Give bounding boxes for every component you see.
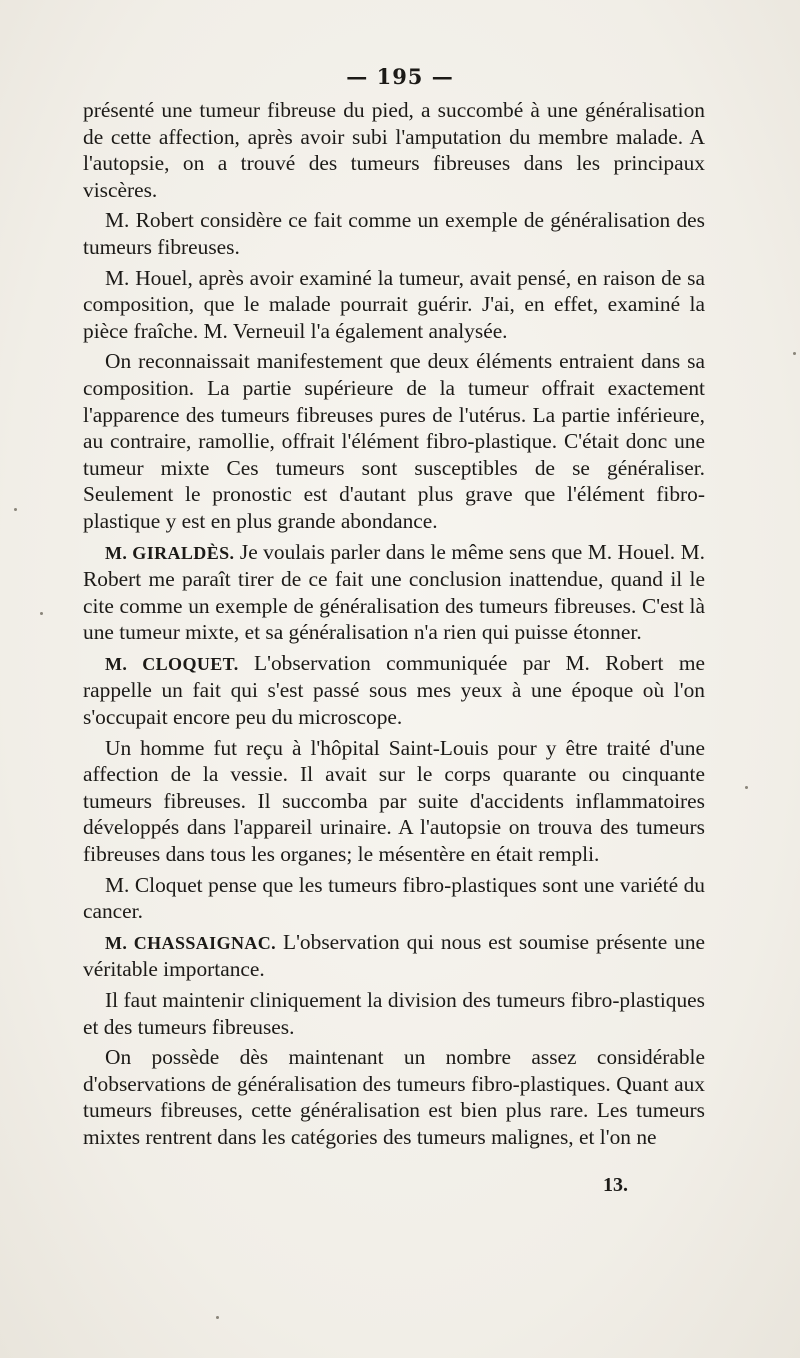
paragraph-2: M. Robert considère ce fait comme un exemple de généralisation des tumeurs fibreuses. <box>83 208 705 259</box>
speaker-chassaignac: M. CHASSAIGNAC. <box>105 932 277 953</box>
speaker-cloquet: M. CLOQUET. <box>105 653 239 674</box>
paragraph-6 <box>83 650 705 731</box>
body-text <box>83 97 705 1155</box>
paragraph-10: Il faut maintenir cliniquement la division des tumeurs fibro-plastiques et des tumeurs fibreuses. <box>83 988 705 1039</box>
signature-mark: 13. <box>603 1174 628 1196</box>
paper-speck <box>14 508 17 511</box>
paragraph-8: M. Cloquet pense que les tumeurs fibro-plastiques sont une variété du cancer. <box>83 872 705 924</box>
paragraph-3: M. Houel, après avoir examiné la tumeur, avait pensé, en raison de sa composition, que le malade pourrait guérir. J'ai, en effet, examiné la pièce fraîche. M. Verneuil l'a également analysée. <box>83 265 705 343</box>
page-number: — 195 — <box>346 64 454 89</box>
paper-speck <box>793 352 796 355</box>
paragraph-5-text: Je voulais parler dans le même sens que M. Houel. M. Robert me paraît tirer de ce fait une conclusion inattendue, quand il le cite comme un exemple de généralisation des tumeurs fibreuses. C'est là une tumeur mixte, et sa généralisation n'a rien qui puisse étonner. <box>83 539 705 645</box>
paragraph-6-text: L'observation communiquée par M. Robert me rappelle un fait qui s'est passé sous mes yeux à une époque où l'on s'occupait encore peu du microscope. <box>83 650 706 730</box>
paper-speck <box>216 1316 219 1319</box>
paragraph-9 <box>83 929 705 983</box>
paragraph-5 <box>83 539 705 646</box>
paragraph-9-text: L'observation qui nous est soumise présente une véritable importance. <box>83 929 706 982</box>
paragraph-11: On possède dès maintenant un nombre assez considérable d'observations de généralisation des tumeurs fibro-plastiques. Quant aux tumeurs fibreuses, cette généralisation est bien plus rare. Les tumeurs mixtes rentrent dans les catégories des tumeurs malignes, et l'on ne <box>83 1045 705 1149</box>
speaker-giraldes: M. GIRALDÈS. <box>105 542 235 563</box>
paragraph-7: Un homme fut reçu à l'hôpital Saint-Louis pour y être traité d'une affection de la vessie. Il avait sur le corps quarante ou cinquante tumeurs fibreuses. Il succomba par suite d'accidents inflammatoires développés dans l'appareil urinaire. A l'autopsie on trouva des tumeurs fibreuses dans tous les organes; le mésentère en était rempli. <box>83 735 705 867</box>
paper-speck <box>745 786 748 789</box>
paragraph-1: présenté une tumeur fibreuse du pied, a succombé à une généralisation de cette affection, après avoir subi l'amputation du membre malade. A l'autopsie, on a trouvé des tumeurs fibreuses dans les principaux viscères. <box>83 98 705 202</box>
paragraph-4: On reconnaissait manifestement que deux éléments entraient dans sa composition. La partie supérieure de la tumeur offrait exactement l'apparence des tumeurs fibreuses pures de l'utérus. La partie inférieure, au contraire, ramollie, offrait l'élément fibro-plastique. C'était donc une tumeur mixte Ces tumeurs sont susceptibles de se généraliser. Seulement le pronostic est d'autant plus grave que l'élément fibro-plastique y est en plus grande abondance. <box>83 349 705 533</box>
paper-speck <box>40 612 43 615</box>
